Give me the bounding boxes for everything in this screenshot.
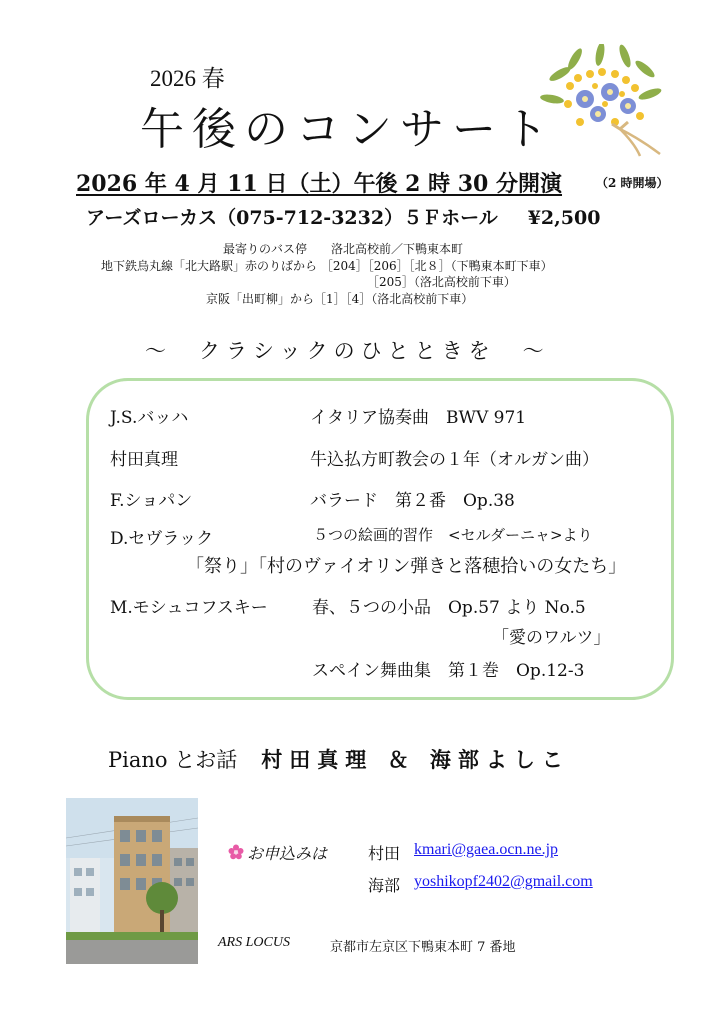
ticket-price: ¥2,500 (527, 207, 601, 229)
program-composer: 村田真理 (110, 450, 178, 470)
tagline: ～ クラシックのひとときを ～ (145, 339, 550, 363)
program-work: 牛込払方町教会の１年（オルガン曲） (310, 450, 599, 470)
concert-title: 午後のコンサート (140, 104, 556, 155)
program-composer: F.ショパン (110, 491, 193, 511)
performers-label: Piano とお話 (108, 748, 238, 772)
access-subway: 地下鉄烏丸線「北大路駅」赤のりばから ［204］［206］［北８］（下鴨東本町下車） (101, 259, 553, 273)
program-work: イタリア協奏曲 BWV 971 (310, 408, 527, 428)
program-work: スペイン舞曲集 第１巻 Op.12-3 (312, 661, 585, 681)
program-work-subtitle: 「祭り」「村のヴァイオリン弾きと落穂拾いの女たち」 (186, 556, 627, 577)
performer-names: 村田真理 ＆ 海部よしこ (261, 747, 570, 772)
apply-label: お申込みは (247, 844, 328, 863)
program-work: バラード 第２番 Op.38 (310, 491, 515, 511)
access-bus: 最寄りのバス停 洛北高校前／下鴨東本町 (223, 242, 464, 256)
program-work-subtitle: 「愛のワルツ」 (492, 628, 611, 648)
program-composer: D.セヴラック (110, 529, 214, 549)
program-composer: M.モシュコフスキー (110, 598, 268, 618)
contact-name: 村田 (368, 844, 401, 863)
program-composer: J.S.バッハ (110, 408, 189, 428)
venue-name: ARS LOCUS (218, 935, 290, 950)
performers-line (108, 744, 570, 774)
season-label: 2026 春 (150, 66, 225, 91)
access-keihan: 京阪「出町柳」から［1］［4］（洛北高校前下車） (206, 292, 474, 306)
flower-bouquet-illustration (540, 44, 675, 159)
venue-building-photo (66, 798, 198, 964)
contact-email-link[interactable]: yoshikopf2402@gmail.com (414, 873, 593, 890)
venue-line (86, 203, 600, 230)
doors-open-time: （2 時開場） (596, 176, 669, 190)
contact-name: 海部 (368, 876, 401, 895)
program-work: 春、５つの小品 Op.57 より No.5 (312, 598, 586, 618)
flower-icon (228, 844, 244, 860)
program-work: ５つの絵画的習作 <セルダーニャ>より (313, 526, 593, 544)
contact-email-link[interactable]: kmari@gaea.ocn.ne.jp (414, 841, 559, 858)
venue-text: アーズローカス（075-712-3232）５Ｆホール (86, 207, 498, 229)
event-datetime: 2026 年 4 月 11 日（土）午後 2 時 30 分開演 (76, 171, 563, 197)
access-subway-alt: ［205］（洛北高校前下車） (367, 275, 516, 289)
venue-address: 京都市左京区下鴨東本町 7 番地 (330, 940, 516, 955)
